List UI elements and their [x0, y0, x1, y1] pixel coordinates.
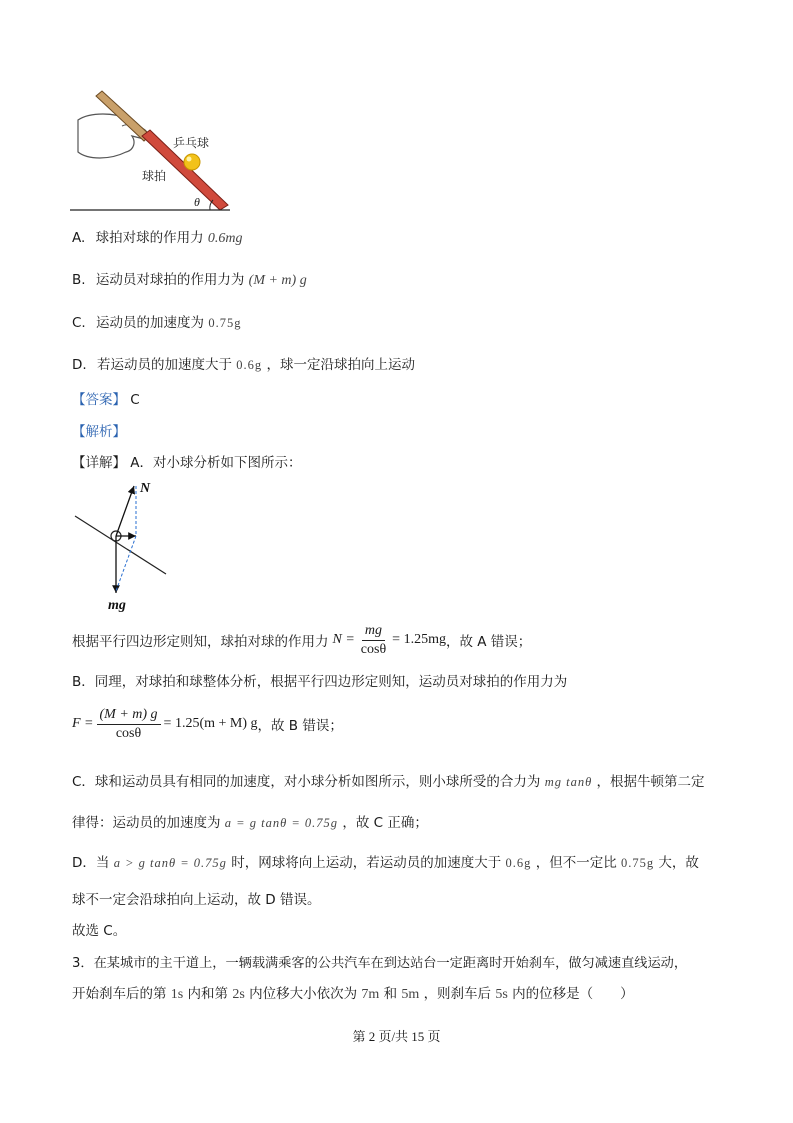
analysis-line-3 — [72, 705, 343, 743]
l6-a: D．当 — [72, 855, 110, 871]
option-d-text-after: ，球一定沿球拍向上运动 — [266, 357, 415, 373]
l4-math: mg tanθ — [544, 775, 593, 789]
n-label: N — [140, 481, 151, 496]
analysis-line-1 — [72, 622, 531, 658]
q3-d: 和 — [383, 986, 398, 1002]
question-3-line-2 — [72, 982, 634, 1003]
analysis-line-5 — [72, 811, 428, 831]
option-d-math: 0.6g — [236, 358, 263, 372]
l1-denominator: cosθ — [360, 641, 387, 657]
ball-label: 乒乓球 — [173, 136, 210, 150]
l6-c: ，但不一定比 — [535, 855, 617, 871]
option-b-prefix: B. — [72, 272, 86, 288]
l3-tail: ，故 B 错误； — [257, 718, 343, 734]
q3-m2: 2s — [232, 987, 245, 1002]
l3-math-left: F = — [72, 716, 94, 731]
l6-math-1: a > g tanθ = 0.75g — [113, 856, 227, 870]
l1-numerator: mg — [362, 623, 385, 641]
l6-math-3: 0.75g — [621, 856, 655, 870]
q3-m4: 5m — [401, 987, 420, 1002]
l1-fraction — [358, 623, 389, 658]
q3-e: ，则刹车后 — [423, 986, 492, 1002]
q3-f: 内的位移是（ ） — [512, 986, 634, 1002]
q3-m1: 1s — [170, 987, 184, 1002]
q3-m5: 5s — [495, 987, 508, 1002]
analysis-line-7: 球不一定会沿球拍向上运动，故 D 错误。 — [72, 892, 321, 908]
q3-b: 内和第 — [187, 986, 229, 1002]
analysis-line-4 — [72, 770, 705, 790]
detail-line — [72, 451, 302, 471]
answer-label: 【答案】 — [72, 392, 126, 408]
option-a — [72, 226, 243, 247]
l6-math-2: 0.6g — [505, 856, 532, 870]
option-a-text: 球拍对球的作用力 — [95, 230, 204, 246]
q3-a: 开始刹车后的第 — [72, 986, 167, 1002]
detail-label: 【详解】 — [72, 455, 126, 471]
l1-text: 根据平行四边形定则知，球拍对球的作用力 — [72, 634, 329, 650]
l3-fraction — [97, 707, 161, 742]
option-c-prefix: C. — [72, 315, 86, 331]
l6-b: 时，网球将向上运动，若运动员的加速度大于 — [231, 855, 502, 871]
option-c-math: 0.75g — [208, 316, 242, 330]
force-diagram — [70, 478, 180, 613]
option-d-text-before: 若运动员的加速度大于 — [96, 357, 232, 373]
analysis-line-8: 故选 C。 — [72, 923, 127, 939]
l1-math-left: N = — [332, 632, 355, 647]
page-footer: 第 2 页/共 15 页 — [352, 1029, 441, 1044]
l1-tail: ，故 A 错误； — [445, 634, 532, 650]
l1-math-right: = 1.25mg — [392, 632, 446, 647]
question-3-line-1: 3．在某城市的主干道上，一辆载满乘客的公共汽车在到达站台一定距离时开始刹车，做匀减速直线运动， — [72, 956, 688, 971]
answer-line — [72, 388, 140, 408]
option-a-prefix: A. — [72, 230, 86, 246]
option-d-prefix: D. — [72, 357, 87, 373]
option-b — [72, 268, 307, 289]
l5-math: a = g tanθ = 0.75g — [224, 816, 339, 830]
q3-c: 内位移大小依次为 — [249, 986, 358, 1002]
mg-label: mg — [108, 598, 126, 613]
option-a-math: 0.6mg — [207, 231, 243, 246]
answer-value: C — [130, 392, 140, 408]
l3-math-right: = 1.25(m + M) g — [163, 716, 258, 731]
analysis-label: 【解析】 — [72, 424, 126, 440]
l6-d: 大，故 — [658, 855, 699, 871]
l5-a: 律得：运动员的加速度为 — [72, 815, 221, 831]
q3-m3: 7m — [361, 987, 380, 1002]
option-c — [72, 311, 241, 331]
l3-denominator: cosθ — [115, 725, 142, 741]
racket-ball-figure — [70, 90, 250, 215]
option-d — [72, 353, 415, 373]
racket-label: 球拍 — [142, 169, 167, 183]
analysis-line-6 — [72, 851, 699, 871]
l5-b: ，故 C 正确； — [342, 815, 428, 831]
l4-b: ，根据牛顿第二定 — [596, 774, 705, 790]
analysis-line-2: B．同理，对球拍和球整体分析，根据平行四边形定则知，运动员对球拍的作用力为 — [72, 674, 568, 690]
l4-a: C．球和运动员具有相同的加速度，对小球分析如图所示，则小球所受的合力为 — [72, 774, 541, 790]
angle-label: θ — [194, 195, 200, 209]
option-b-math: (M + m) g — [248, 273, 307, 288]
detail-text: A．对小球分析如下图所示： — [130, 455, 302, 471]
option-c-text: 运动员的加速度为 — [96, 315, 205, 331]
option-b-text: 运动员对球拍的作用力为 — [95, 272, 245, 288]
l3-numerator: (M + m) g — [97, 707, 161, 725]
